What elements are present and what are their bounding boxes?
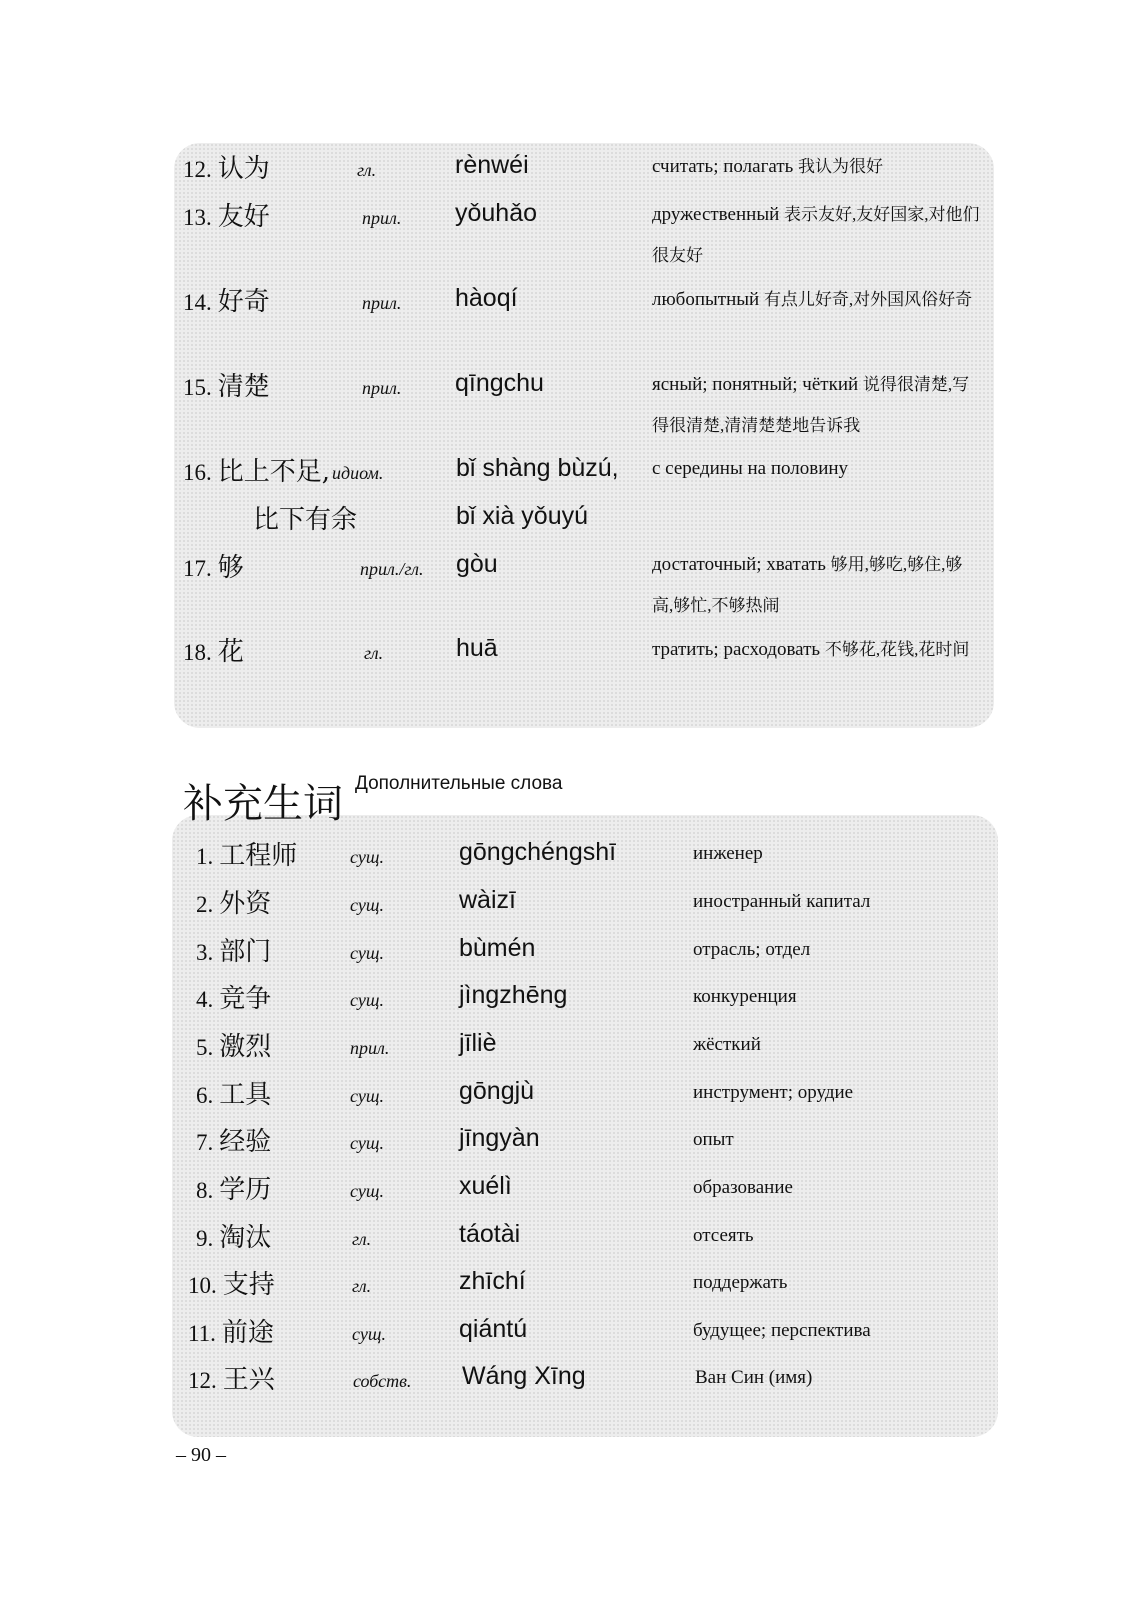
entry-pos: идиом.	[332, 463, 384, 483]
entry-hanzi: 花	[217, 637, 244, 667]
entry-number: 6.	[196, 1083, 214, 1108]
entry-translation: отрасль; отдел	[693, 939, 811, 960]
entry-pinyin: xuélì	[459, 1172, 512, 1200]
entry-pinyin: gòu	[456, 550, 498, 578]
entry-pinyin: bùmén	[459, 934, 536, 962]
example-text: 有点儿好奇,对外国风俗好奇	[763, 290, 973, 309]
entry-hanzi: 工具	[219, 1080, 272, 1110]
entry-number: 15.	[183, 375, 212, 400]
entry-pos: прил.	[350, 1038, 390, 1058]
entry-pinyin: qīngchu	[455, 369, 544, 397]
entry-number: 3.	[196, 940, 214, 965]
entry-pinyin: zhīchí	[459, 1267, 526, 1295]
entry-number: 16.	[183, 460, 212, 485]
entry-pinyin: gōngjù	[459, 1077, 535, 1105]
entry-hanzi: 经验	[219, 1127, 272, 1157]
entry-pinyin: Wáng Xīng	[462, 1362, 586, 1390]
entry-pos: гл.	[364, 643, 384, 663]
entry-pos: прил.	[362, 378, 402, 398]
entry-pos: сущ.	[350, 990, 384, 1010]
entry-pos: прил.	[362, 208, 402, 228]
entry-translation: будущее; перспектива	[693, 1320, 871, 1341]
entry-headword	[196, 1217, 271, 1254]
entry-pos: сущ.	[350, 943, 384, 963]
entry-translation: инструмент; орудие	[693, 1082, 854, 1103]
entry-pos: сущ.	[350, 895, 384, 915]
entry-headword	[196, 1074, 271, 1111]
entry-translation: образование	[693, 1177, 793, 1198]
page-number: – 90 –	[176, 1444, 226, 1466]
entry-headword	[196, 1121, 271, 1158]
entry-hanzi: 够	[217, 553, 244, 583]
entry-hanzi: 认为	[217, 154, 270, 184]
entry-number: 4.	[196, 987, 214, 1012]
entry-translation	[652, 364, 982, 446]
entry-pos: собств.	[353, 1371, 412, 1391]
entry-headword	[183, 631, 244, 668]
entry-pinyin-second-line: bǐ xià yǒuyú	[456, 502, 589, 530]
entry-translation	[652, 146, 982, 187]
example-text: 不够花,花钱,花时间	[824, 640, 970, 659]
entry-translation: жёсткий	[693, 1034, 761, 1055]
example-text: 够用,够吃,够住,够高,够忙,不够热闹	[652, 555, 963, 615]
entry-headword	[188, 1312, 274, 1349]
entry-pos: сущ.	[350, 847, 384, 867]
entry-translation	[652, 544, 982, 626]
translation-text: ясный; понятный; чёткий	[652, 374, 859, 395]
entry-headword	[183, 547, 244, 584]
entry-number: 12.	[183, 157, 212, 182]
entry-headword	[183, 451, 330, 488]
section-subtitle: Дополнительные слова	[355, 773, 563, 794]
entry-headword	[196, 835, 297, 872]
translation-text: достаточный; хватать	[652, 554, 826, 575]
entry-headword	[183, 366, 270, 403]
entry-hanzi: 比上不足,	[217, 457, 331, 487]
entry-pinyin: rènwéi	[455, 151, 529, 179]
translation-text: тратить; расходовать	[652, 639, 821, 660]
entry-number: 13.	[183, 205, 212, 230]
entry-pos: гл.	[357, 160, 377, 180]
entry-translation	[652, 279, 982, 320]
translation-text: считать; полагать	[652, 156, 794, 177]
entry-pinyin: hàoqí	[455, 284, 518, 312]
entry-pos: прил./гл.	[360, 559, 424, 579]
entry-number: 12.	[188, 1368, 217, 1393]
entry-hanzi: 部门	[219, 937, 272, 967]
entry-hanzi: 友好	[217, 202, 270, 232]
entry-number: 8.	[196, 1178, 214, 1203]
entry-hanzi: 王兴	[222, 1365, 275, 1395]
entry-pos: сущ.	[350, 1086, 384, 1106]
entry-number: 10.	[188, 1273, 217, 1298]
entry-pinyin: bǐ shàng bùzú,	[456, 454, 619, 482]
entry-headword	[183, 148, 270, 185]
entry-hanzi: 竞争	[219, 984, 272, 1014]
entry-headword	[196, 931, 271, 968]
entry-headword	[188, 1264, 275, 1301]
entry-headword	[196, 1169, 271, 1206]
entry-hanzi: 支持	[222, 1270, 275, 1300]
translation-text: с середины на половину	[652, 458, 849, 479]
entry-number: 11.	[188, 1321, 216, 1346]
entry-pinyin: yǒuhǎo	[455, 199, 538, 227]
entry-pinyin: wàizī	[459, 886, 516, 914]
entry-pos: сущ.	[350, 1133, 384, 1153]
entry-hanzi: 前途	[221, 1318, 274, 1348]
entry-pos: сущ.	[350, 1181, 384, 1201]
entry-number: 9.	[196, 1226, 214, 1251]
entry-translation: Ван Син (имя)	[695, 1367, 813, 1388]
entry-pinyin: táotài	[459, 1220, 521, 1248]
entry-hanzi: 好奇	[217, 287, 270, 317]
entry-number: 17.	[183, 556, 212, 581]
entry-hanzi-second-line: 比下有余	[253, 505, 358, 535]
entry-number: 18.	[183, 640, 212, 665]
entry-hanzi: 外资	[219, 889, 272, 919]
entry-translation: отсеять	[693, 1225, 754, 1246]
entry-translation: опыт	[693, 1129, 734, 1150]
section-title: 补充生词	[183, 781, 343, 827]
entry-number: 7.	[196, 1130, 214, 1155]
example-text: 我认为很好	[798, 157, 884, 176]
entry-pos: сущ.	[352, 1324, 386, 1344]
entry-number: 2.	[196, 892, 214, 917]
entry-translation: поддержать	[693, 1272, 788, 1293]
entry-pos: прил.	[362, 293, 402, 313]
entry-pos: гл.	[352, 1229, 372, 1249]
entry-pinyin: jīngyàn	[459, 1124, 540, 1152]
translation-text: дружественный	[652, 204, 780, 225]
entry-hanzi: 工程师	[219, 841, 298, 871]
entry-number: 1.	[196, 844, 214, 869]
entry-hanzi: 淘汰	[219, 1223, 272, 1253]
entry-pinyin: qiántú	[459, 1315, 528, 1343]
entry-hanzi: 清楚	[217, 372, 270, 402]
entry-hanzi: 激烈	[219, 1032, 272, 1062]
entry-translation: иностранный капитал	[693, 891, 871, 912]
entry-headword	[196, 978, 271, 1015]
entry-number: 5.	[196, 1035, 214, 1060]
example-text: 表示友好,友好国家,对他们很友好	[652, 205, 980, 265]
entry-translation	[652, 194, 982, 276]
entry-translation: инженер	[693, 843, 763, 864]
entry-pos: гл.	[352, 1276, 372, 1296]
entry-pinyin: jīliè	[459, 1029, 497, 1057]
entry-headword	[196, 883, 271, 920]
entry-translation	[652, 448, 982, 489]
entry-pinyin: jìngzhēng	[459, 981, 568, 1009]
entry-headword	[196, 1026, 271, 1063]
entry-hanzi: 学历	[219, 1175, 272, 1205]
example-text: 说得很清楚,写得很清楚,清清楚楚地告诉我	[652, 375, 970, 435]
entry-pinyin: gōngchéngshī	[459, 838, 617, 866]
entry-translation	[652, 629, 982, 670]
entry-headword	[188, 1359, 275, 1396]
translation-text: любопытный	[652, 289, 760, 310]
entry-pinyin: huā	[456, 634, 498, 662]
entry-headword	[183, 196, 270, 233]
entry-number: 14.	[183, 290, 212, 315]
entry-headword	[183, 281, 270, 318]
entry-translation: конкуренция	[693, 986, 797, 1007]
